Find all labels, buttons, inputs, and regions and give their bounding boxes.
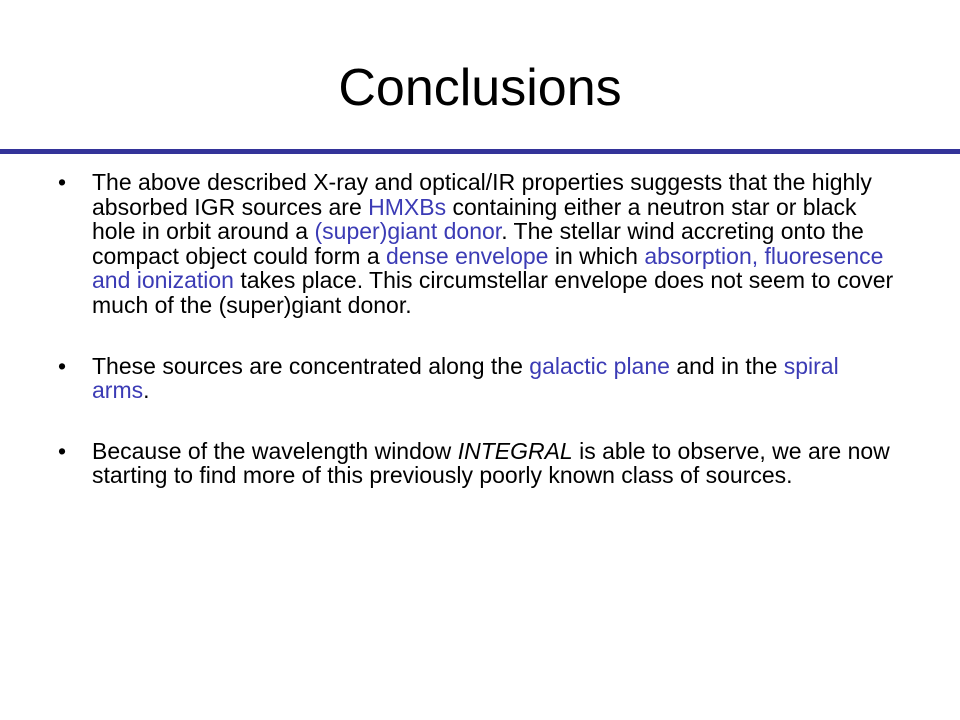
highlight-spiral-arms: spiral arms bbox=[92, 352, 839, 404]
text-segment: These sources are concentrated along the bbox=[92, 352, 530, 379]
text-segment: in which bbox=[548, 242, 645, 269]
bullet-text bbox=[92, 169, 893, 318]
text-segment: . The stellar wind accreting onto the compact object could form a bbox=[92, 218, 864, 269]
text-segment: containing either a neutron star or black hole in orbit around a bbox=[92, 193, 857, 245]
title-divider bbox=[0, 149, 960, 154]
highlight-dense-envelope: dense envelope bbox=[386, 242, 549, 269]
bullet-list bbox=[58, 170, 898, 524]
text-segment: takes place. This circumstellar envelope does not seem to cover much of the (super)giant donor. bbox=[92, 267, 894, 318]
bullet-item-3 bbox=[58, 439, 898, 488]
bullet-marker: • bbox=[58, 169, 67, 195]
italic-integral: INTEGRAL bbox=[457, 437, 573, 464]
text-segment: is able to observe, we are now starting to find more of this previously poorly known class of sources. bbox=[92, 437, 890, 489]
highlight-galactic-plane: galactic plane bbox=[529, 352, 670, 379]
slide-title: Conclusions bbox=[338, 59, 622, 117]
bullet-text bbox=[92, 438, 890, 489]
text-segment: Because of the wavelength window bbox=[92, 437, 458, 464]
bullet-marker: • bbox=[58, 437, 67, 464]
text-segment: and in the bbox=[669, 352, 784, 379]
bullet-item-2 bbox=[58, 354, 898, 403]
bullet-item-1 bbox=[58, 170, 898, 318]
bullet-text bbox=[92, 353, 839, 404]
text-segment: The above described X-ray and optical/IR properties suggests that the highly absorbed IGR sources are bbox=[92, 169, 872, 220]
bullet-marker: • bbox=[58, 352, 67, 379]
highlight-hmxbs: HMXBs bbox=[368, 193, 447, 220]
text-segment: . bbox=[143, 377, 150, 404]
highlight-supergiant-donor: (super)giant donor bbox=[314, 218, 502, 245]
highlight-absorption: absorption, fluoresence and ionization bbox=[92, 242, 884, 294]
